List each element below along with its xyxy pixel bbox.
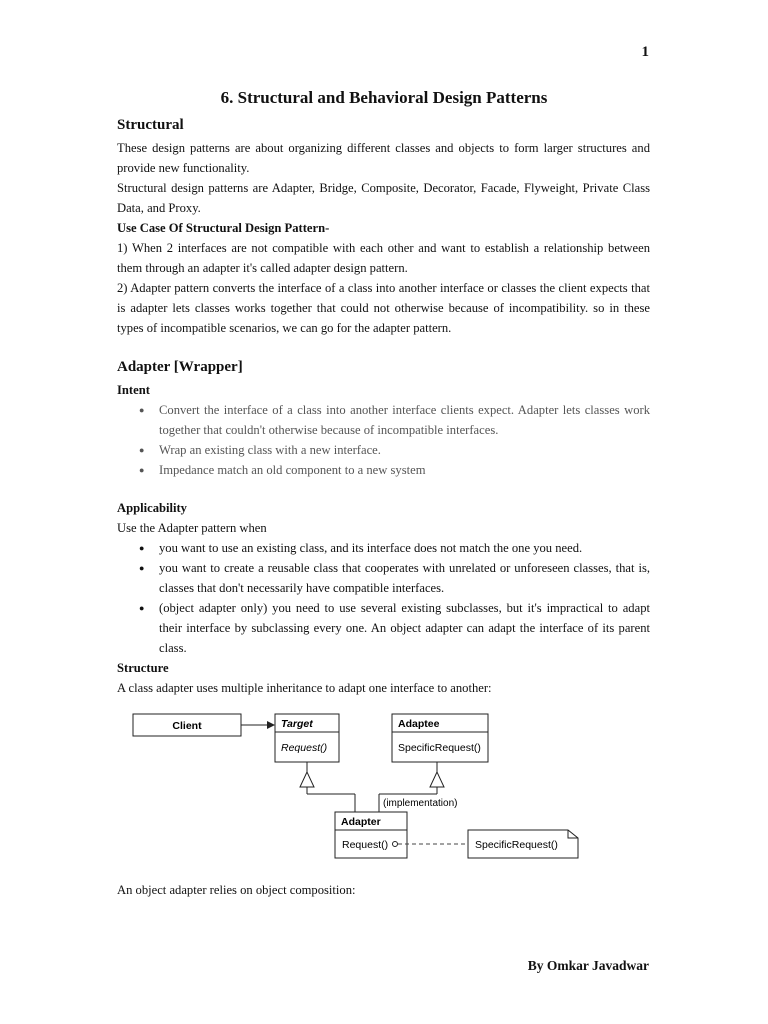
- object-adapter-intro: An object adapter relies on object composition:: [117, 883, 356, 897]
- structural-heading: Structural: [117, 117, 184, 133]
- applicability-heading: Applicability: [117, 501, 187, 515]
- author-footer: By Omkar Javadwar: [527, 958, 649, 973]
- adapter-operation: Request(): [342, 839, 389, 851]
- list-item: ● you want to create a reusable class that cooperates with unrelated or unforeseen classes, that is, classes that don't necessarily have compatible interfaces.: [159, 558, 650, 598]
- list-item: ● Wrap an existing class with a new interface.: [159, 440, 650, 460]
- uml-diagram-svg: [117, 708, 650, 868]
- applicability-list: [117, 538, 650, 658]
- inheritance-triangle-icon: [300, 772, 314, 787]
- adaptee-operation: SpecificRequest(): [398, 742, 481, 754]
- target-operation: Request(): [281, 742, 328, 754]
- list-item: ● Impedance match an old component to a new system: [159, 460, 650, 480]
- target-label: Target: [281, 718, 313, 730]
- page-number: 1: [641, 44, 649, 60]
- use-case-1: 1) When 2 interfaces are not compatible with each other and want to establish a relationship between them through an adapter it's called adapter design pattern.: [117, 241, 650, 275]
- list-item: ● (object adapter only) you need to use several existing subclasses, but it's impractical to adapt their interface by subclassing every one. An object adapter can adapt the interface of its parent class.: [159, 598, 650, 658]
- note-anchor-icon: [393, 842, 398, 847]
- adapter-heading: Adapter [Wrapper]: [117, 359, 243, 375]
- list-item: ● Convert the interface of a class into another interface clients expect. Adapter lets classes work together that couldn't otherwise because of incompatible interfaces.: [159, 400, 650, 440]
- page-content: [117, 114, 650, 900]
- structural-para-2: Structural design patterns are Adapter, Bridge, Composite, Decorator, Facade, Flyweight, Private Class Data, and Proxy.: [117, 181, 650, 215]
- adapter-label: Adapter: [341, 816, 381, 828]
- note-text: SpecificRequest(): [475, 839, 558, 851]
- applicability-intro: Use the Adapter pattern when: [117, 521, 267, 535]
- association-arrow-icon: [267, 721, 275, 729]
- class-adapter-diagram: [117, 708, 650, 868]
- use-case-2: 2) Adapter pattern converts the interface of a class into another interface or classes the client expects that is adapter lets classes works together that could not otherwise because of incompatibility. so in these types of incompatible scenarios, we can go for the adapter pattern.: [117, 281, 650, 335]
- structural-para-1: These design patterns are about organizing different classes and objects to form larger structures and provide new functionality.: [117, 141, 650, 175]
- list-item: ● you want to use an existing class, and its interface does not match the one you need.: [159, 538, 650, 558]
- intent-heading: Intent: [117, 383, 150, 397]
- intent-list: [117, 400, 650, 480]
- adaptee-label: Adaptee: [398, 718, 440, 730]
- structure-intro: A class adapter uses multiple inheritance to adapt one interface to another:: [117, 681, 492, 695]
- structure-heading: Structure: [117, 661, 169, 675]
- page-title: 6. Structural and Behavioral Design Patterns: [220, 88, 548, 107]
- implementation-label: (implementation): [383, 798, 458, 809]
- client-label: Client: [172, 720, 202, 732]
- use-case-heading: Use Case Of Structural Design Pattern-: [117, 221, 330, 235]
- implementation-triangle-icon: [430, 772, 444, 787]
